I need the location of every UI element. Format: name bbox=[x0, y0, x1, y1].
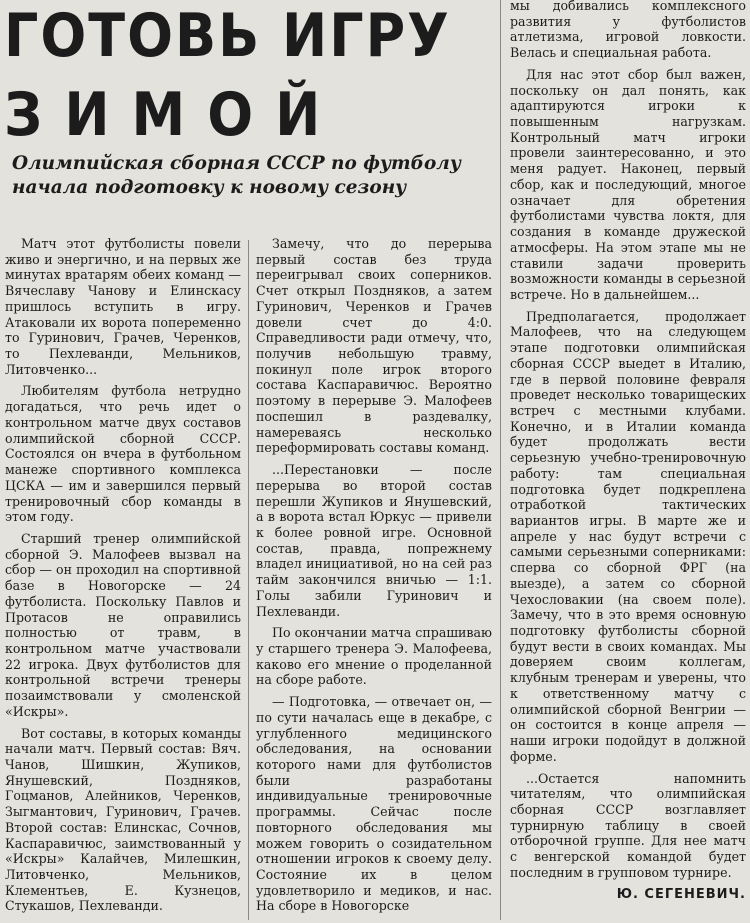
article-column-1 bbox=[5, 236, 241, 920]
paragraph: Вот составы, в которых команды начали матч. Первый состав: Вяч. Чанов, Шишкин, Жупиков, Янушевский, Поздняков, Гоцманов, Алейников, Черенков, Зыгмантович, Гуринович, Грачев. Второй состав: Елинскас, Сочнов, Каспаравичюс, заимствованный у «Искры» Калайчев, Милешкин, Литовченко, Мельников, Клементьев, Е. Кузнецов, Стукашов, Пехлеванди. bbox=[5, 725, 241, 914]
paragraph: По окончании матча спрашиваю у старшего тренера Э. Малофеева, каково его мнение о проделанной на сборе работе. bbox=[256, 625, 492, 688]
paragraph: Старший тренер олимпийской сборной Э. Малофеев вызвал на сбор — он проходил на спортивной базе в Новогорске — 24 футболиста. Поскольку Павлов и Протасов не оправились полностью от травм, в контрольном матче участвовали 22 игрока. Двух футболистов для контрольной встречи тренеры позаимствовали у смоленской «Искры». bbox=[5, 530, 241, 719]
paragraph: Замечу, что до перерыва первый состав без труда переигрывал своих соперников. Счет открыл Поздняков, а затем Гуринович, Черенков и Грачев довели счет до 4:0. Справедливости ради отмечу, что, получив небольшую травму, покинул поле игрок второго состава Каспаравичюс. Вероятно поэтому в перерыве Э. Малофеев поспешил в раздевалку, намереваясь несколько переформировать составы команд. bbox=[256, 236, 492, 456]
paragraph: Для нас этот сбор был важен, поскольку он дал понять, как адаптируются игроки к повышенным нагрузкам. Контрольный матч игроки провели заинтересованно, и это меня радует. Наконец, первый сбор, как и последующий, многое означает для обретения футболистами чувства локтя, для создания в команде дружеской атмосферы. На этом этапе мы не ставили задачи проверить возможности команды в серьезной встрече. Но в дальнейшем... bbox=[510, 66, 746, 302]
headline-line-1: ГОТОВЬ ИГРУ bbox=[4, 1, 451, 71]
paragraph: Матч этот футболисты повели живо и энергично, и на первых же минутах вратарям обеих команд — Вячеславу Чанову и Елинскасу пришлось вступить в игру. Атаковали их ворота попеременно то Гуринович, Грачев, Черенков, то Пехлеванди, Мельников, Литовченко... bbox=[5, 236, 241, 377]
paragraph: Любителям футбола нетрудно догадаться, что речь идет о контрольном матче двух составов олимпийской сборной СССР. Состоялся он вчера в футбольном манеже спортивного комплекса ЦСКА — им и завершился первый тренировочный сбор команды в этом году. bbox=[5, 383, 241, 525]
article-headline bbox=[4, 0, 489, 150]
paragraph: ...Остается напомнить читателям, что олимпийская сборная СССР возглавляет турнирную таблицу в своей отборочной группе. Для нее матч с венгерской командой будет последним в групповом турнире. bbox=[510, 770, 746, 880]
article-subheading: Олимпийская сборная СССР по футболу начала подготовку к новому сезону bbox=[12, 153, 461, 198]
article-column-3 bbox=[510, 0, 746, 902]
paragraph: мы добивались комплексного развития у футболистов атлетизма, игровой ловкости. Велась и специальная работа. bbox=[510, 0, 746, 61]
article-column-2 bbox=[256, 236, 492, 920]
paragraph: ...Перестановки — после перерыва во второй состав перешли Жупиков и Янушевский, а в ворота встал Юркус — привели к более ровной игре. Основной состав, правда, попрежнему владел инициативой, но на сей раз тайм закончился вничью — 1:1. Голы забили Гуринович и Пехлеванди. bbox=[256, 462, 492, 619]
paragraph: Предполагается, продолжает Малофеев, что на следующем этапе подготовки олимпийская сборная СССР выедет в Италию, где в первой половине февраля проведет несколько товарищеских встреч с местными клубами. Конечно, и в Италии команда будет продолжать вести серьезную учебно-тренировочную работу: там специальная подготовка будет подкреплена отработкой тактических вариантов игры. В марте же и апреле у нас будут встречи с самыми серьезными соперниками: сперва со сборной ФРГ (на выезде), а затем со сборной Чехословакии (на своем поле). Замечу, что в это время основную подготовку футболисты сборной будут вести в своих командах. Мы доверяем своим коллегам, клубным тренерам и уверены, что к ответственному матчу с олимпийской сборной Венгрии — он состоится в конце апреля — наши игроки подойдут в должной форме. bbox=[510, 308, 746, 764]
headline-line-2: ЗИМОЙ bbox=[4, 80, 343, 150]
paragraph: — Подготовка, — отвечает он, — по сути началась еще в декабре, с углубленного медицинского обследования, на основании которого нами для футболистов были разработаны индивидуальные тренировочные программы. Сейчас после повторного обследования мы можем говорить о созидательном отношении игроков к своему делу. Состояние их в целом удовлетворило и медиков, и нас. На сборе в Новогорске bbox=[256, 694, 492, 914]
author-signature: Ю. СЕГЕНЕВИЧ. bbox=[616, 886, 746, 902]
column-divider bbox=[500, 0, 501, 920]
column-divider bbox=[248, 240, 249, 920]
